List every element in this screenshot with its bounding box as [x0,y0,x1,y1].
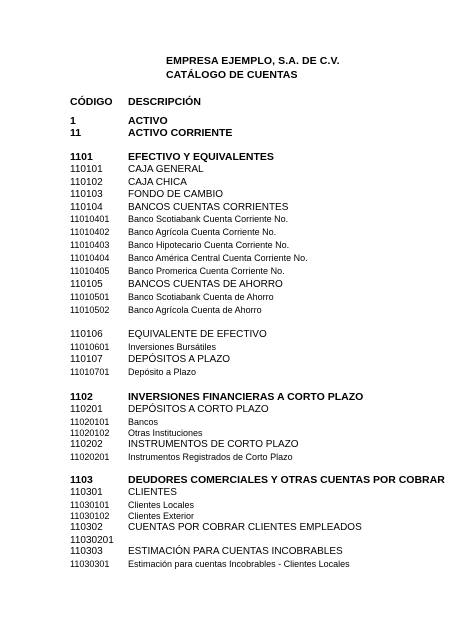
account-description: Banco Agrícola Cuenta Corriente No. [128,227,277,237]
account-description: FONDO DE CAMBIO [128,189,224,200]
account-code: 110101 [70,164,103,175]
account-row [0,189,474,201]
account-row [0,487,474,499]
account-description: ESTIMACIÓN PARA CUENTAS INCOBRABLES [128,546,343,557]
account-description: CUENTAS POR COBRAR CLIENTES EMPLEADOS [128,522,362,533]
account-code: 1101 [70,151,93,163]
account-code: 110301 [70,487,103,498]
account-row [0,240,474,252]
account-row [0,404,474,416]
account-code: 11030102 [70,511,110,521]
account-row [0,202,474,214]
account-row [0,266,474,278]
account-row [0,164,474,176]
account-code: 11010401 [70,214,110,224]
account-description: INVERSIONES FINANCIERAS A CORTO PLAZO [128,391,364,403]
account-row [0,559,474,571]
account-description: CLIENTES [128,487,177,498]
account-code: 11010501 [70,292,110,302]
account-description: Banco Promerica Cuenta Corriente No. [128,266,285,276]
account-code: 11 [70,127,82,139]
account-code: 11030101 [70,500,110,510]
account-row [0,546,474,558]
account-code: 11020102 [70,428,110,438]
account-code: 110201 [70,404,103,415]
account-description: Banco Scotiabank Cuenta de Ahorro [128,292,274,302]
account-row [0,253,474,265]
account-code: 11010701 [70,367,110,377]
account-description: ACTIVO [128,115,168,127]
account-description: Inversiones Bursátiles [128,342,217,352]
account-code: 110106 [70,329,103,340]
account-description: ACTIVO CORRIENTE [128,127,233,139]
account-code: 11010601 [70,342,110,352]
account-description: Depósito a Plazo [128,367,197,377]
account-description: Banco Agrícola Cuenta de Ahorro [128,305,262,315]
account-code: 11010404 [70,253,110,263]
account-description: BANCOS CUENTAS CORRIENTES [128,202,289,213]
account-description: Instrumentos Registrados de Corto Plazo [128,452,293,462]
account-description: EFECTIVO Y EQUIVALENTES [128,151,274,163]
account-row [0,474,474,486]
account-row [0,115,474,127]
account-description: Banco América Central Cuenta Corriente No. [128,253,308,263]
account-description: Banco Hipotecario Cuenta Corriente No. [128,240,290,250]
account-code: 11010405 [70,266,110,276]
account-row [0,279,474,291]
document-title: CATÁLOGO DE CUENTAS [166,69,298,81]
account-code: 110102 [70,177,103,188]
account-row [0,329,474,341]
account-code: 110202 [70,439,103,450]
account-description: DEUDORES COMERCIALES Y OTRAS CUENTAS POR COBRAR [128,474,445,486]
account-row [0,151,474,163]
account-code: 11020201 [70,452,110,462]
account-description: DEPÓSITOS A CORTO PLAZO [128,404,269,415]
account-row [0,391,474,403]
account-row [0,367,474,379]
company-name: EMPRESA EJEMPLO, S.A. DE C.V. [166,55,340,67]
account-description: Estimación para cuentas Incobrables - Clientes Locales [128,559,350,569]
account-code: 1103 [70,474,93,486]
account-description: CAJA GENERAL [128,164,204,175]
account-description: Clientes Locales [128,500,195,510]
account-row [0,342,474,354]
account-code: 110107 [70,354,103,365]
account-code: 11010402 [70,227,110,237]
account-row [0,439,474,451]
account-code: 110104 [70,202,103,213]
account-code: 1 [70,115,76,127]
account-row [0,214,474,226]
account-row [0,354,474,366]
account-description: Banco Scotiabank Cuenta Corriente No. [128,214,289,224]
account-description: CAJA CHICA [128,177,187,188]
account-code: 110303 [70,546,103,557]
account-code: 11030201 [70,535,114,546]
account-code: 110302 [70,522,103,533]
account-code: 1102 [70,391,93,403]
account-row [0,452,474,464]
account-code: 11010502 [70,305,110,315]
account-description: EQUIVALENTE DE EFECTIVO [128,329,267,340]
account-row [0,127,474,139]
account-code: 11020101 [70,417,110,427]
column-header-code: CÓDIGO [70,96,113,108]
account-row [0,292,474,304]
account-description: DEPÓSITOS A PLAZO [128,354,231,365]
account-code: 110105 [70,279,103,290]
column-header-description: DESCRIPCIÓN [128,96,201,108]
account-description: Bancos [128,417,159,427]
account-description: BANCOS CUENTAS DE AHORRO [128,279,283,290]
account-code: 110103 [70,189,103,200]
account-code: 11010403 [70,240,110,250]
account-row [0,177,474,189]
account-row [0,522,474,534]
account-description: Clientes Exterior [128,511,195,521]
account-row [0,305,474,317]
account-row [0,227,474,239]
account-code: 11030301 [70,559,110,569]
account-description: Otras Instituciones [128,428,203,438]
account-description: INSTRUMENTOS DE CORTO PLAZO [128,439,299,450]
